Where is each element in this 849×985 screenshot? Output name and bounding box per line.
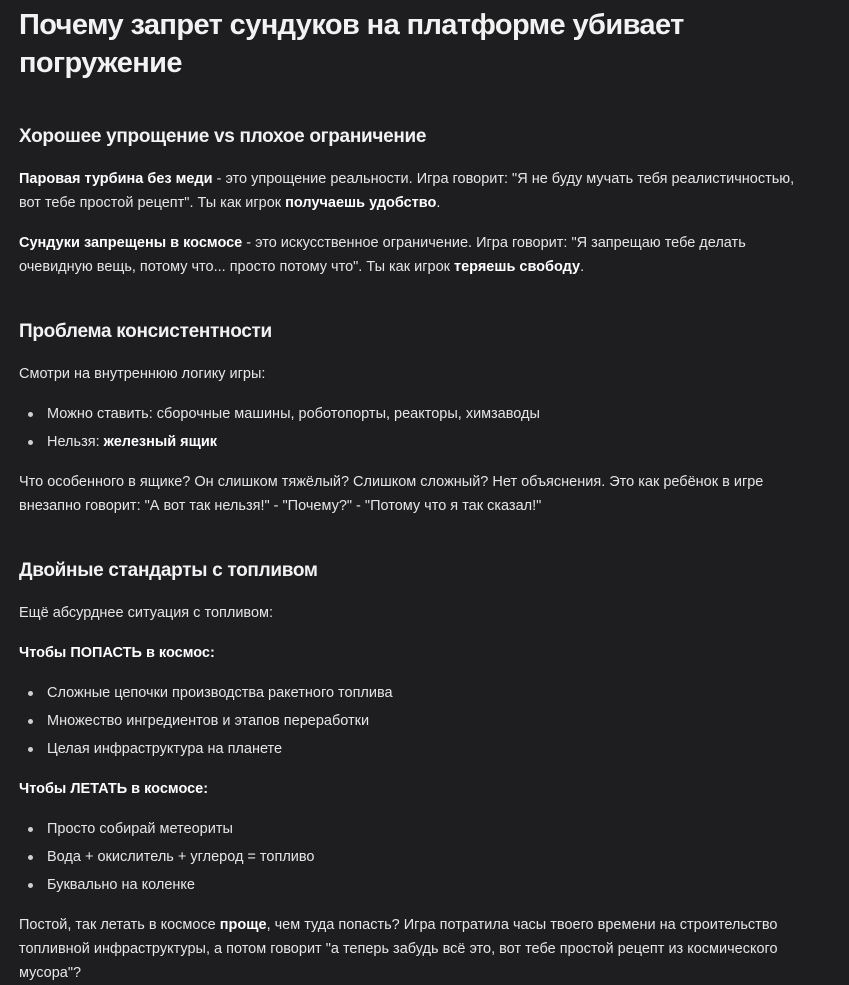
paragraph-outro: Постой, так летать в космосе проще, чем туда попасть? Игра потратила часы твоего времени на строительство топливной инфраструктуры, а потом говорит "а теперь забудь всё это, вот тебе простой рецепт из космического мусора"? xyxy=(19,917,778,981)
strong-text: получаешь удобство xyxy=(285,195,437,211)
label-fly-space: Чтобы ЛЕТАТЬ в космосе: xyxy=(19,781,209,797)
page-title: Почему запрет сундуков на платформе убивает погружение xyxy=(19,9,684,79)
paragraph-intro: Смотри на внутреннюю логику игры: xyxy=(19,366,266,382)
paragraph-intro: Ещё абсурднее ситуация с топливом: xyxy=(19,605,274,621)
list-item: Буквально на коленке xyxy=(19,873,809,897)
list-item: Просто собирай метеориты xyxy=(19,817,809,841)
bullet-list xyxy=(19,681,809,761)
paragraph-outro: Что особенного в ящике? Он слишком тяжёлый? Слишком сложный? Нет объяснения. Это как ребёнок в игре внезапно говорит: "А вот так нельзя!" - "Почему?" - "Потому что я так сказал!" xyxy=(19,474,764,514)
section-heading-fuel: Двойные стандарты с топливом xyxy=(19,560,318,581)
list-item: Нельзя: железный ящик xyxy=(19,430,809,454)
strong-text: железный ящик xyxy=(103,434,218,450)
paragraph-chests-banned xyxy=(19,231,809,279)
list-item: Множество ингредиентов и этапов переработки xyxy=(19,709,809,733)
body-text: . xyxy=(580,259,585,275)
list-item: Сложные цепочки производства ракетного топлива xyxy=(19,681,809,705)
bullet-list xyxy=(19,817,809,897)
section-heading-consistency: Проблема консистентности xyxy=(19,321,272,342)
list-item: Целая инфраструктура на планете xyxy=(19,737,809,761)
strong-text: Паровая турбина без меди xyxy=(19,171,213,187)
bullet-list xyxy=(19,402,809,454)
section-heading-simplification: Хорошее упрощение vs плохое ограничение xyxy=(19,126,427,147)
body-text: - это искусственное ограничение. Игра говорит: "Я запрещаю тебе делать очевидную вещь, потому что... просто потому что". Ты как игрок xyxy=(19,235,746,275)
strong-text: проще xyxy=(219,917,267,933)
list-item: Можно ставить: сборочные машины, роботопорты, реакторы, химзаводы xyxy=(19,402,809,426)
body-text: - это упрощение реальности. Игра говорит: "Я не буду мучать тебя реалистичностью, вот тебе простой рецепт". Ты как игрок xyxy=(19,171,795,211)
paragraph-steam-turbine xyxy=(19,165,809,215)
strong-text: Сундуки запрещены в космосе xyxy=(19,235,243,251)
label-reach-space: Чтобы ПОПАСТЬ в космос: xyxy=(19,645,215,661)
strong-text: теряешь свободу xyxy=(454,259,581,275)
list-item: Вода + окислитель + углерод = топливо xyxy=(19,845,809,869)
body-text: . xyxy=(436,195,441,211)
